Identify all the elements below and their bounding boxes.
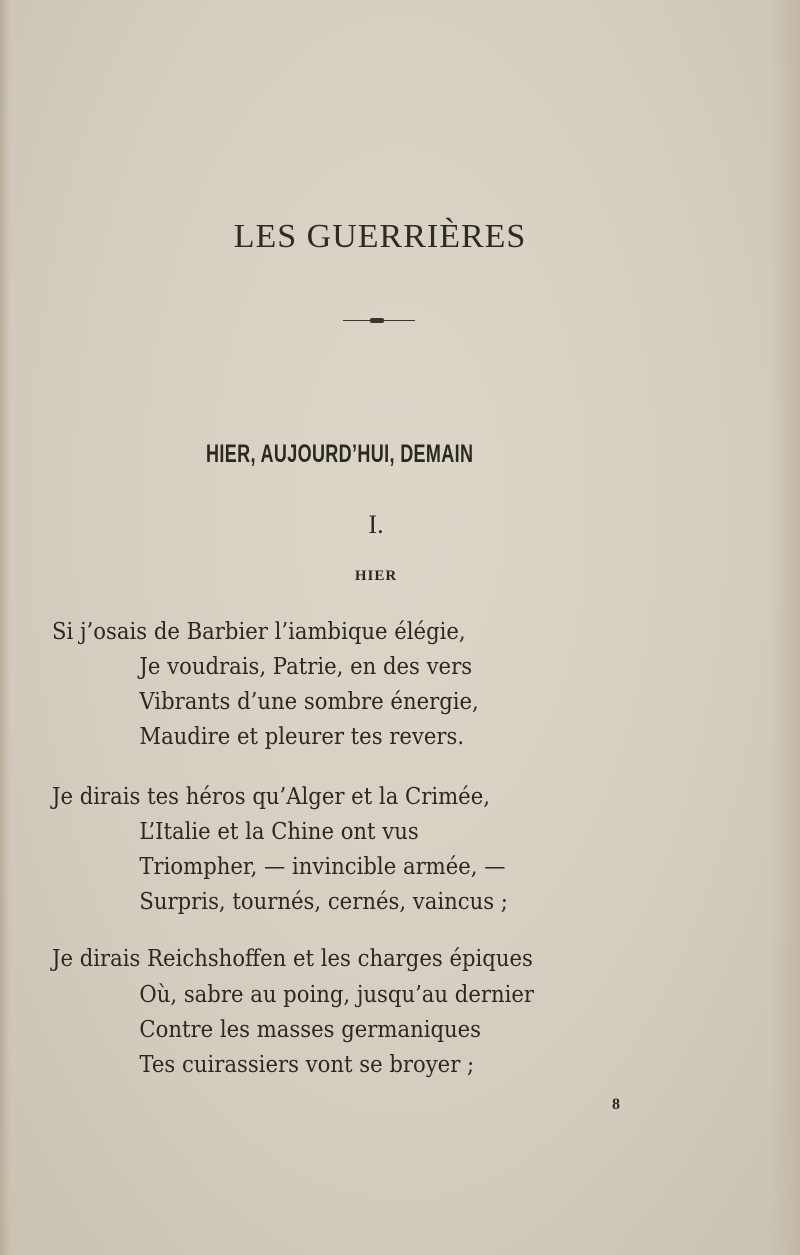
verse-line: Maudire et pleurer tes revers. bbox=[139, 724, 465, 750]
verse-line: Surpris, tournés, cernés, vaincus ; bbox=[139, 889, 508, 915]
ornament-knot bbox=[370, 318, 384, 323]
verse-line: Je dirais tes héros qu’Alger et la Crimée, bbox=[52, 784, 490, 810]
ornament-line-right bbox=[383, 320, 415, 321]
title-ornament bbox=[343, 318, 415, 324]
verse-line: Je voudrais, Patrie, en des vers bbox=[139, 654, 473, 680]
section-title: HIER bbox=[354, 568, 398, 584]
verse-line: Triompher, — invincible armée, — bbox=[139, 854, 506, 880]
verse-line: Vibrants d’une sombre énergie, bbox=[139, 689, 479, 715]
verse-line: Je dirais Reichshoffen et les charges épiques bbox=[52, 946, 533, 972]
verse-line: Tes cuirassiers vont se broyer ; bbox=[139, 1052, 475, 1078]
section-number: I. bbox=[368, 510, 384, 539]
ornament-line-left bbox=[343, 320, 371, 321]
signature-mark: 8 bbox=[612, 1096, 620, 1113]
page-title: LES GUERRIÈRES bbox=[233, 218, 527, 255]
poem-title: HIER, AUJOURD’HUI, DEMAIN bbox=[206, 440, 474, 468]
verse-line: Où, sabre au poing, jusqu’au dernier bbox=[139, 982, 534, 1008]
verse-line: L’Italie et la Chine ont vus bbox=[139, 819, 419, 845]
verse-line: Si j’osais de Barbier l’iambique élégie, bbox=[52, 619, 466, 645]
verse-line: Contre les masses germaniques bbox=[139, 1017, 482, 1043]
